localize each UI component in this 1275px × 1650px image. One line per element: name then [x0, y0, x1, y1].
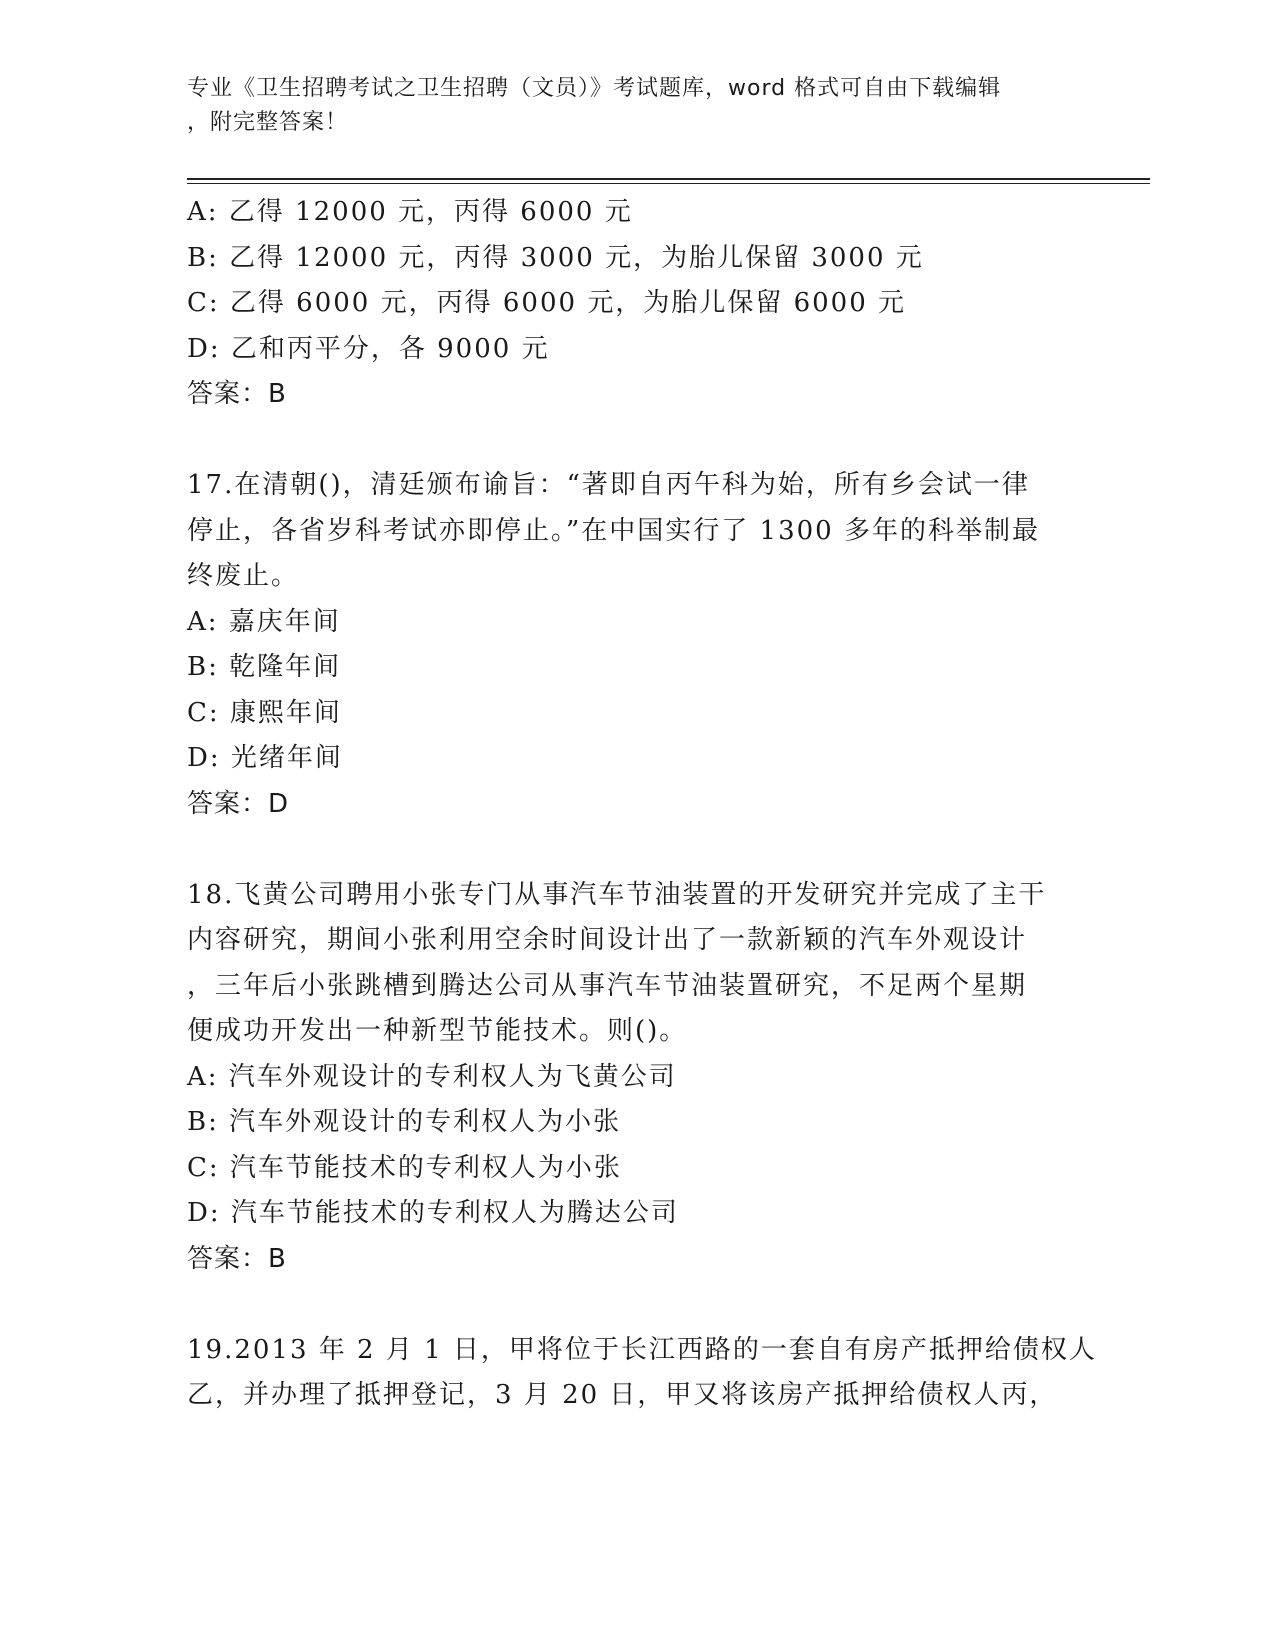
question-spacer — [187, 1282, 1087, 1328]
question-18-stem-line-2: 内容研究，期间小张利用空余时间设计出了一款新颖的汽车外观设计 — [187, 925, 1028, 955]
header-divider-thin — [187, 183, 1150, 184]
question-18-block — [187, 873, 1087, 1283]
header-title-line: 专业《卫生招聘考试之卫生招聘（文员）》考试题库，word 格式可自由下载编辑 — [187, 76, 1002, 101]
question-18-option-d: D: 汽车节能技术的专利权人为腾达公司 — [187, 1198, 679, 1228]
question-16-block — [187, 190, 1087, 418]
question-18-stem-line-1: 18.飞黄公司聘用小张专门从事汽车节油装置的开发研究并完成了主干 — [187, 879, 1047, 910]
question-19-stem-line-1: 19.2013 年 2 月 1 日，甲将位于长江西路的一套自有房产抵押给债权人 — [187, 1334, 1097, 1365]
header-divider-thick — [187, 178, 1150, 180]
question-16-option-a: A: 乙得 12000 元，丙得 6000 元 — [187, 197, 633, 227]
question-17-stem-line-2: 停止，各省岁科考试亦即停止。”在中国实行了 1300 多年的科举制最 — [187, 515, 1040, 546]
question-16-option-d: D: 乙和丙平分，各 9000 元 — [187, 333, 550, 364]
question-16-option-b: B: 乙得 12000 元，丙得 3000 元，为胎儿保留 3000 元 — [187, 242, 924, 273]
question-18-option-c: C: 汽车节能技术的专利权人为小张 — [187, 1152, 622, 1183]
question-18-stem-line-3: ，三年后小张跳槽到腾达公司从事汽车节油装置研究，不足两个星期 — [187, 970, 1028, 1001]
header-title-continuation: ，附完整答案！ — [187, 110, 349, 135]
question-17-block — [187, 463, 1087, 827]
document-header — [187, 72, 1067, 140]
question-17-option-a: A: 嘉庆年间 — [187, 606, 341, 637]
question-18-option-a: A: 汽车外观设计的专利权人为飞黄公司 — [187, 1061, 677, 1092]
question-17-option-c: C: 康熙年间 — [187, 697, 342, 728]
question-16-option-c: C: 乙得 6000 元，丙得 6000 元，为胎儿保留 6000 元 — [187, 288, 907, 318]
question-17-stem-line-3: 终废止。 — [187, 561, 300, 591]
question-spacer — [187, 827, 1087, 873]
question-17-option-b: B: 乾隆年间 — [187, 652, 342, 682]
question-18-answer: 答案：B — [187, 1243, 287, 1274]
question-16-answer: 答案：B — [187, 379, 287, 409]
question-19-block — [187, 1328, 1097, 1419]
question-list — [187, 190, 1097, 1419]
question-17-option-d: D: 光绪年间 — [187, 743, 343, 773]
question-18-option-b: B: 汽车外观设计的专利权人为小张 — [187, 1107, 622, 1137]
question-17-answer: 答案：D — [187, 788, 290, 819]
question-18-stem-line-4: 便成功开发出一种新型节能技术。则()。 — [187, 1016, 688, 1046]
question-19-stem-line-2: 乙，并办理了抵押登记，3 月 20 日，甲又将该房产抵押给债权人丙， — [187, 1380, 1058, 1410]
question-17-stem-line-1: 17.在清朝()，清廷颁布谕旨：“著即自丙午科为始，所有乡会试一律 — [187, 470, 1030, 500]
question-spacer — [187, 418, 1087, 464]
